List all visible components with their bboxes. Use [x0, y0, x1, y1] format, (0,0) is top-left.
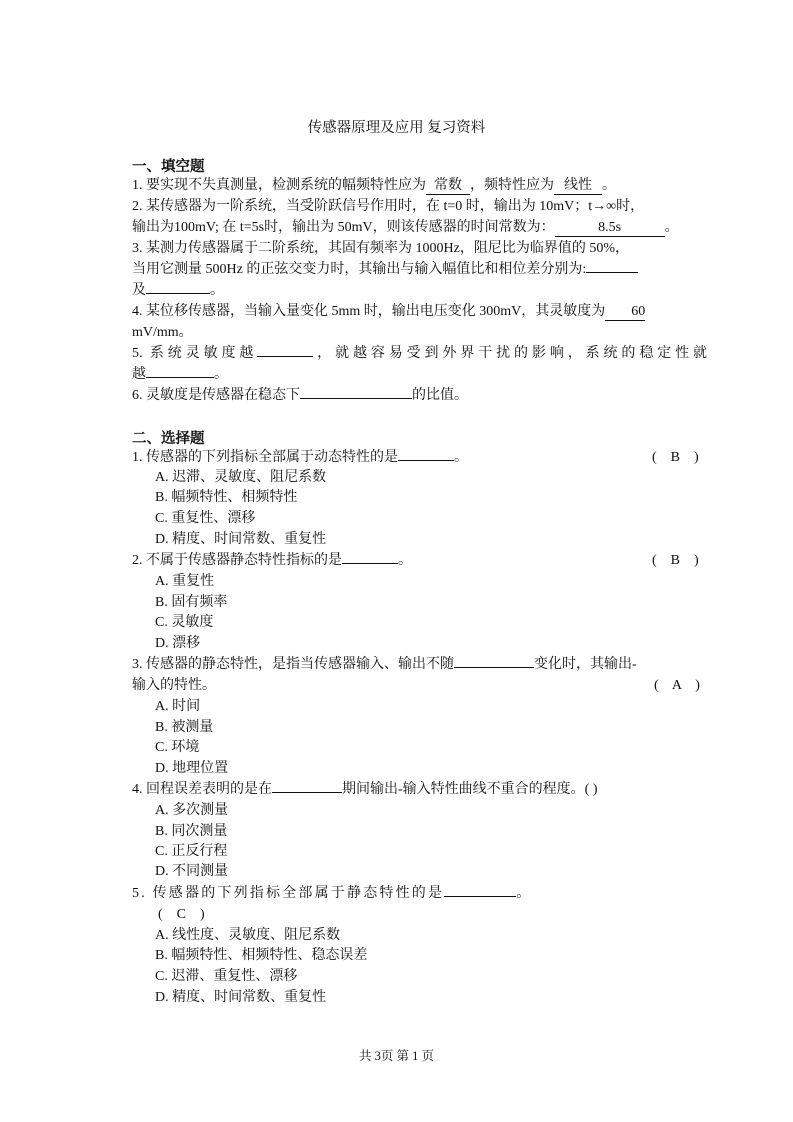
answer-blank — [300, 398, 412, 399]
option-item: C. 重复性、漂移 — [155, 511, 256, 526]
answer-blank — [398, 460, 454, 461]
fill-question-5: 5. 系统灵敏度越 ，就越容易受到外界干扰的影响，系统的稳定性就 — [132, 346, 708, 361]
option-item: D. 地理位置 — [155, 761, 229, 776]
section-heading-choice: 二、选择题 — [132, 431, 205, 447]
option-item: A. 重复性 — [155, 574, 215, 589]
fill-question-3-cont2: 及 。 — [132, 283, 224, 298]
option-item: A. 迟滞、灵敏度、阻尼系数 — [155, 470, 327, 485]
choice-question-3-cont: 输入的特性。 — [132, 678, 216, 693]
option-item: D. 精度、时间常数、重复性 — [155, 532, 327, 547]
option-item: A. 线性度、灵敏度、阻尼系数 — [155, 928, 341, 943]
choice-question-4: 4. 回程误差表明的是在 期间输出-输入特性曲线不重合的程度。( ) — [132, 782, 598, 797]
fill-question-1: 1. 要实现不失真测量，检测系统的幅频特性应为 常数 ，频特性应为 线性 。 — [132, 178, 616, 193]
fill-question-2-cont: 输出为100mV; 在 t=5s时，输出为 50mV，则该传感器的时间常数为： 8.5s 。 — [132, 220, 679, 235]
fill-question-4: 4. 某位移传感器，当输入量变化 5mm 时，输出电压变化 300mV，其灵敏度为 60 — [132, 304, 646, 319]
fill-question-5-cont: 越 。 — [132, 367, 228, 382]
section-heading-fill: 一、填空题 — [132, 159, 205, 175]
option-item: C. 正反行程 — [155, 844, 228, 859]
answer-blank: 线性 — [554, 177, 602, 195]
fill-question-4-cont: mV/mm。 — [132, 325, 193, 340]
page-footer: 共 3页 第 1 页 — [358, 1049, 434, 1063]
answer-blank — [257, 356, 313, 357]
choice-answer-2: ( B ) — [652, 553, 699, 568]
fill-question-6: 6. 灵敏度是传感器在稳态下 的比值。 — [132, 388, 468, 403]
answer-blank — [444, 896, 516, 897]
option-item: B. 被测量 — [155, 720, 214, 735]
option-item: C. 迟滞、重复性、漂移 — [155, 969, 298, 984]
choice-answer-3: ( A ) — [654, 678, 700, 693]
fill-question-3-cont: 当用它测量 500Hz 的正弦交变力时，其输出与输入幅值比和相位差分别为: — [132, 260, 638, 280]
option-item: B. 固有频率 — [155, 595, 228, 610]
answer-blank — [342, 563, 398, 564]
fill-question-2: 2. 某传感器为一阶系统，当受阶跃信号作用时，在 t=0 时，输出为 10mV；t→∞时， — [132, 199, 645, 214]
option-item: D. 精度、时间常数、重复性 — [155, 990, 327, 1005]
answer-blank — [146, 377, 214, 378]
choice-answer-5: ( C ) — [158, 907, 205, 922]
option-item: D. 不同测量 — [155, 864, 229, 879]
page-title: 传感器原理及应用 复习资料 — [307, 120, 486, 136]
answer-blank: 常数 — [426, 177, 470, 195]
answer-blank — [586, 272, 638, 273]
choice-question-3: 3. 传感器的静态特性，是指当传感器输入、输出不随 变化时，其输出- — [132, 657, 637, 672]
choice-question-5: 5. 传感器的下列指标全部属于静态特性的是 。 — [132, 886, 533, 901]
answer-blank — [454, 667, 534, 668]
answer-blank: 8.5s — [555, 219, 665, 237]
option-item: B. 同次测量 — [155, 824, 228, 839]
option-item: A. 时间 — [155, 699, 201, 714]
option-item: C. 环境 — [155, 740, 200, 755]
choice-answer-1: ( B ) — [652, 450, 699, 465]
option-item: B. 幅频特性、相频特性、稳态误差 — [155, 948, 368, 963]
option-item: B. 幅频特性、相频特性 — [155, 490, 298, 505]
option-item: D. 漂移 — [155, 636, 201, 651]
choice-question-1: 1. 传感器的下列指标全部属于动态特性的是 。 — [132, 450, 468, 465]
answer-blank — [272, 792, 342, 793]
answer-blank: 60 — [605, 303, 645, 321]
fill-question-3: 3. 某测力传感器属于二阶系统，其固有频率为 1000Hz，阻尼比为临界值的 50%， — [132, 241, 629, 256]
option-item: A. 多次测量 — [155, 803, 229, 818]
choice-question-2: 2. 不属于传感器静态特性指标的是 。 — [132, 553, 412, 568]
option-item: C. 灵敏度 — [155, 615, 214, 630]
answer-blank — [146, 293, 210, 294]
